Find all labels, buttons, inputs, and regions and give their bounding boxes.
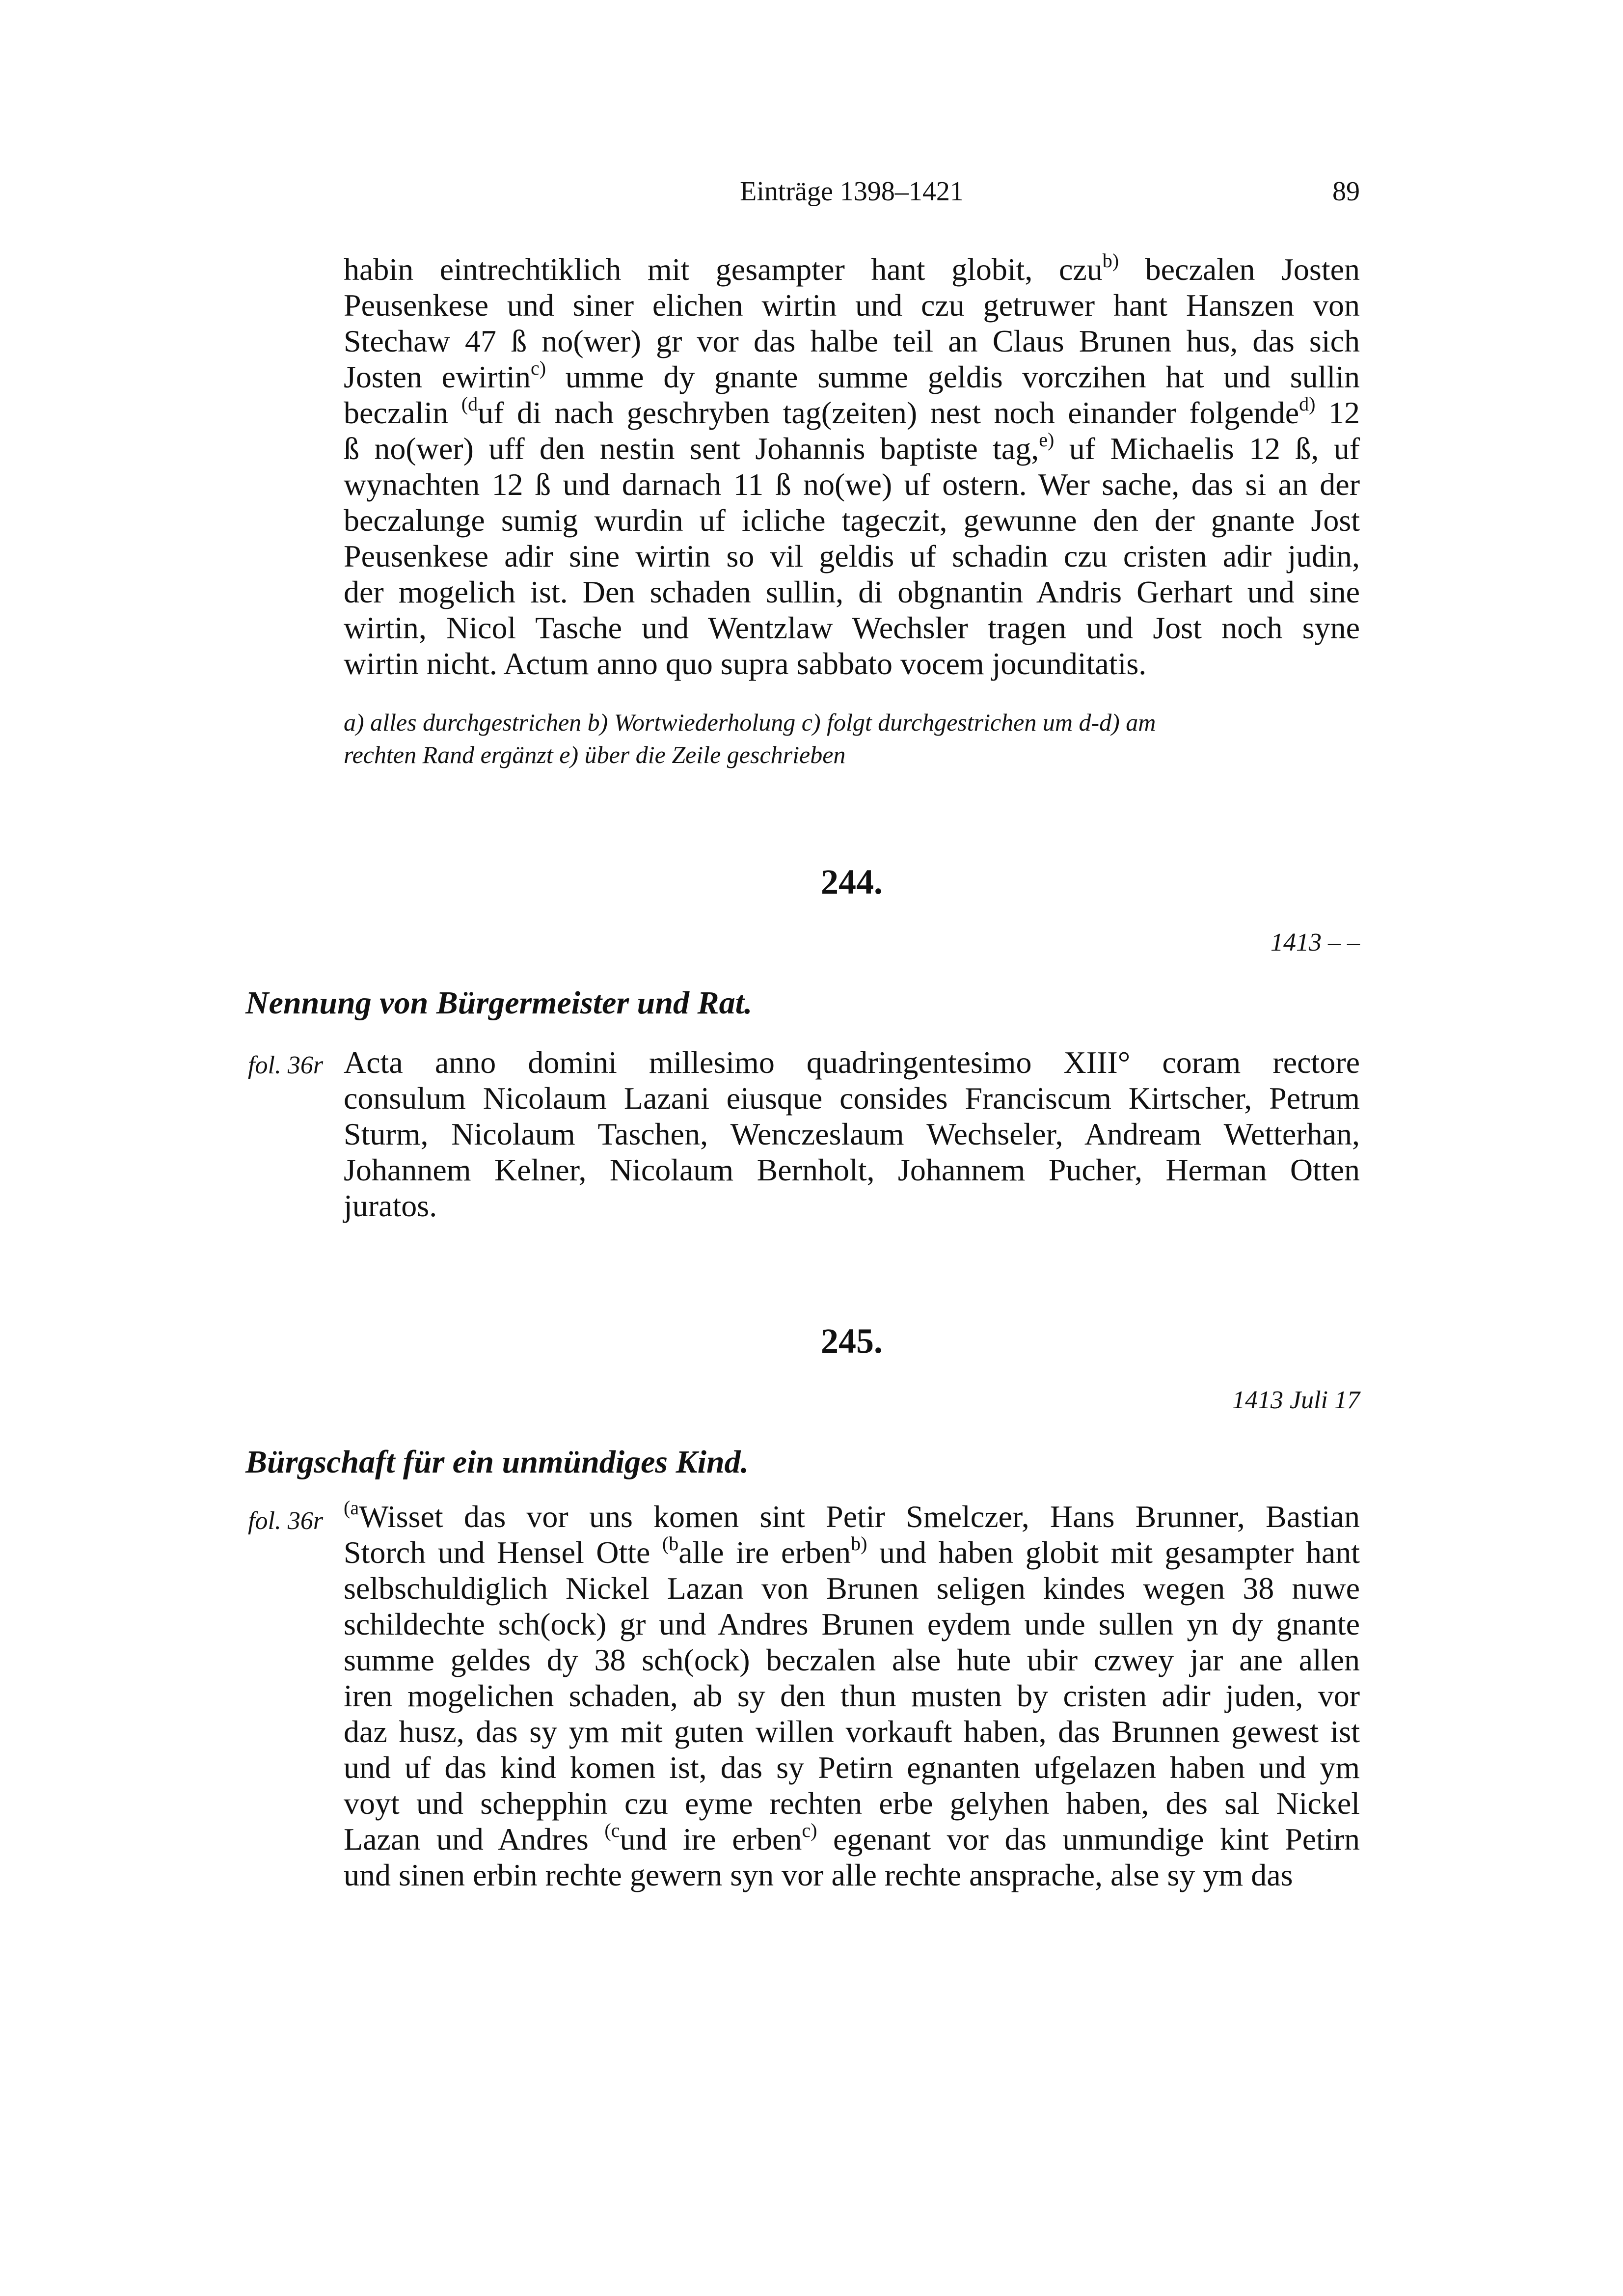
text-segment: wynachten 12 ß und darnach 11 ß no(we) uf ostern. Wer sache, das si an der <box>344 467 1360 502</box>
footnote-marker: (d <box>461 392 478 415</box>
footnote-line: a) alles durchgestrichen b) Wortwiederholung c) folgt durchgestrichen um d-d) am <box>344 709 1156 736</box>
text-line <box>344 502 1360 538</box>
text-segment: Peusenkese und siner elichen wirtin und czu getruwer hant Hanszen von <box>344 288 1360 323</box>
text-line <box>344 1821 1360 1857</box>
entry-text-244 <box>344 1044 1360 1224</box>
text-segment: wirtin, Nicol Tasche und Wentzlaw Wechsler tragen und Jost noch syne <box>344 610 1360 645</box>
running-title: Einträge 1398–1421 <box>740 176 964 207</box>
text-line <box>344 1534 1360 1570</box>
text-segment: wirtin nicht. Actum anno quo supra sabbato vocem jocunditatis. <box>344 646 1147 681</box>
text-segment: Sturm, Nicolaum Taschen, Wenczeslaum Wechseler, Andream Wetterhan, <box>344 1117 1360 1151</box>
text-segment: voyt und schepphin czu eyme rechten erbe gelyhen haben, des sal Nickel <box>344 1786 1360 1821</box>
text-segment: selbschuldiglich Nickel Lazan von Brunen seligen kindes wegen 38 nuwe <box>344 1571 1360 1606</box>
text-segment: alle ire erben <box>678 1535 851 1570</box>
text-segment: egenant vor das unmundige kint Petirn <box>817 1822 1360 1857</box>
footnote-marker: b) <box>851 1532 867 1555</box>
text-segment: und sinen erbin rechte gewern syn vor alle rechte ansprache, alse sy ym das <box>344 1858 1293 1892</box>
text-line <box>344 1080 1360 1116</box>
text-segment: uf di nach geschryben tag(zeiten) nest noch einander folgende <box>478 395 1299 430</box>
text-segment: Johannem Kelner, Nicolaum Bernholt, Johannem Pucher, Herman Otten <box>344 1152 1360 1187</box>
text-segment: Storch und Hensel Otte <box>344 1535 662 1570</box>
text-line <box>344 1642 1360 1678</box>
text-segment: Stechaw 47 ß no(wer) gr vor das halbe teil an Claus Brunen hus, das sich <box>344 324 1360 358</box>
entry-number-245: 245. <box>821 1321 883 1361</box>
text-line <box>344 1188 1360 1224</box>
text-segment: beczalen Josten <box>1119 252 1360 287</box>
text-segment: beczalunge sumig wurdin uf icliche tageczit, gewunne den der gnante Jost <box>344 503 1360 538</box>
text-segment: Wisset das vor uns komen sint Petir Smelczer, Hans Brunner, Bastian <box>359 1499 1360 1534</box>
text-line <box>344 287 1360 323</box>
text-segment: umme dy gnante summe geldis vorczihen hat und sullin <box>546 359 1360 394</box>
text-line <box>344 1152 1360 1188</box>
text-segment: und uf das kind komen ist, das sy Petirn egnanten ufgelazen haben und ym <box>344 1750 1360 1785</box>
text-segment: uf Michaelis 12 ß, uf <box>1054 431 1360 466</box>
entry-body-245 <box>344 1496 1360 1893</box>
entry-date-244: 1413 – – <box>1271 929 1360 957</box>
text-segment: iren mogelichen schaden, ab sy den thun musten by cristen adir juden, vor <box>344 1678 1360 1713</box>
text-line <box>344 1044 1360 1080</box>
text-line <box>344 1116 1360 1152</box>
text-line <box>344 610 1360 646</box>
text-segment: summe geldes dy 38 sch(ock) beczalen alse hute ubir czwey jar ane allen <box>344 1642 1360 1677</box>
entry-number-244: 244. <box>821 862 883 902</box>
entry-body-244 <box>344 1044 1360 1224</box>
text-line <box>344 1606 1360 1642</box>
text-line <box>344 251 1360 287</box>
text-segment: habin eintrechtiklich mit gesampter hant globit, czu <box>344 252 1103 287</box>
prev-entry-body <box>344 251 1360 682</box>
text-segment: consulum Nicolaum Lazani eiusque consides Franciscum Kirtscher, Petrum <box>344 1081 1360 1116</box>
running-header <box>344 176 1360 215</box>
text-line <box>344 1570 1360 1606</box>
footnote-marker: (a <box>344 1496 359 1519</box>
text-segment: 12 <box>1315 395 1360 430</box>
entry-heading-245: Bürgschaft für ein unmündiges Kind. <box>245 1444 749 1480</box>
text-segment: beczalin <box>344 395 461 430</box>
text-line <box>344 356 1360 395</box>
text-line <box>344 1678 1360 1714</box>
text-line <box>344 1749 1360 1785</box>
entry-date-245: 1413 Juli 17 <box>1232 1386 1360 1414</box>
footnote-marker: d) <box>1299 392 1316 415</box>
prev-entry-footnotes <box>344 706 1360 771</box>
text-segment: Josten ewirtin <box>344 359 531 394</box>
footnote-marker: c) <box>802 1819 817 1841</box>
text-line <box>344 574 1360 610</box>
prev-entry-text <box>344 251 1360 682</box>
text-segment: Lazan und Andres <box>344 1822 605 1857</box>
footnote-marker: e) <box>1039 428 1055 451</box>
text-line <box>344 538 1360 574</box>
text-line <box>344 428 1360 466</box>
text-segment: daz husz, das sy ym mit guten willen vorkauft haben, das Brunnen gewest ist <box>344 1714 1360 1749</box>
folio-ref-244: fol. 36r <box>248 1051 324 1079</box>
folio-ref-245: fol. 36r <box>248 1507 324 1535</box>
text-segment: schildechte sch(ock) gr und Andres Brunen eydem unde sullen yn dy gnante <box>344 1607 1360 1641</box>
text-line <box>344 392 1360 431</box>
text-segment: ß no(wer) uff den nestin sent Johannis baptiste tag, <box>344 431 1039 466</box>
text-line <box>344 1785 1360 1821</box>
text-line <box>344 1857 1360 1893</box>
entry-heading-244: Nennung von Bürgermeister und Rat. <box>245 985 753 1021</box>
text-line <box>344 646 1360 682</box>
text-segment: Acta anno domini millesimo quadringentesimo XIII° coram rectore <box>344 1045 1360 1080</box>
text-segment: Peusenkese adir sine wirtin so vil geldis uf schadin czu cristen adir judin, <box>344 539 1360 574</box>
text-line <box>344 1714 1360 1749</box>
footnote-marker: (c <box>604 1819 620 1841</box>
entry-text-245 <box>344 1496 1360 1893</box>
footnote-marker: (b <box>662 1532 679 1555</box>
text-segment: und ire erben <box>620 1822 802 1857</box>
footnote-marker: c) <box>530 356 546 379</box>
text-segment: und haben globit mit gesampter hant <box>867 1535 1360 1570</box>
footnote-line: rechten Rand ergänzt e) über die Zeile geschrieben <box>344 741 846 768</box>
footnote-marker: b) <box>1102 249 1119 272</box>
text-line <box>344 323 1360 359</box>
page-number: 89 <box>1332 176 1360 207</box>
text-segment: juratos. <box>344 1188 437 1223</box>
text-segment: der mogelich ist. Den schaden sullin, di obgnantin Andris Gerhart und sine <box>344 574 1360 609</box>
text-line <box>344 1496 1360 1534</box>
text-line <box>344 466 1360 502</box>
